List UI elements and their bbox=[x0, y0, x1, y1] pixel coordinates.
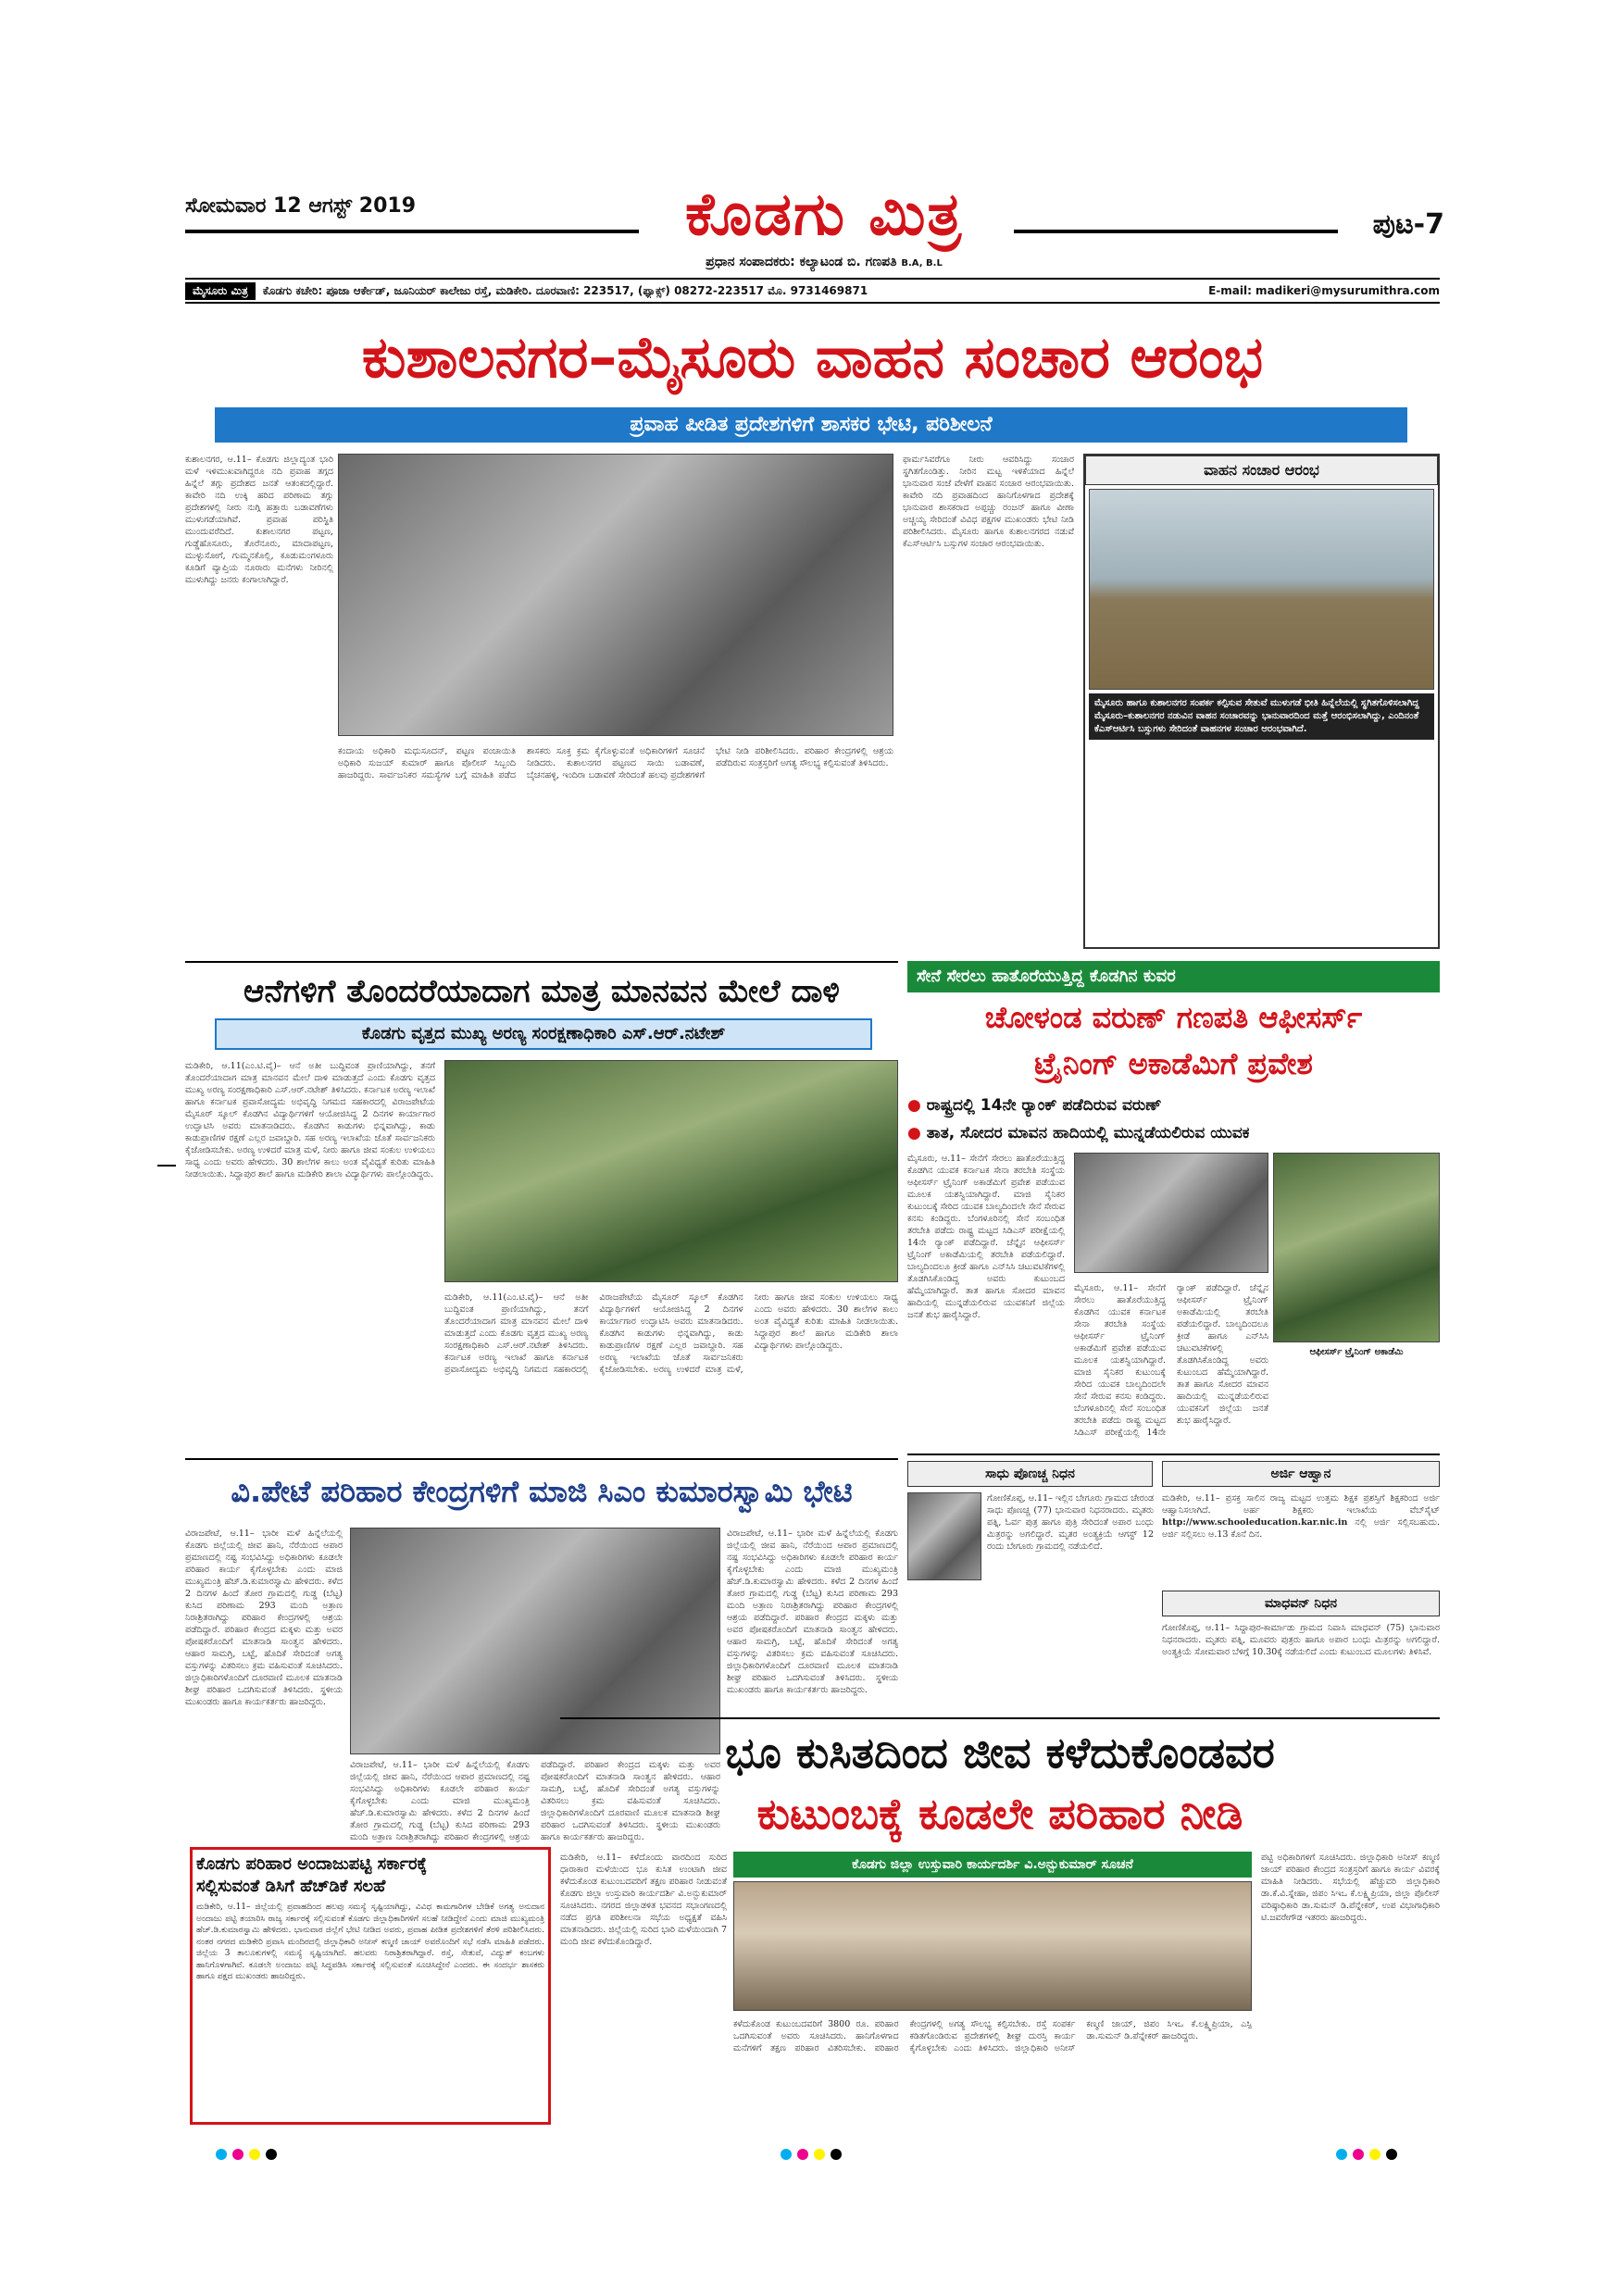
story6-subhead: ಕೊಡಗು ಜಿಲ್ಲಾ ಉಸ್ತುವಾರಿ ಕಾರ್ಯದರ್ಶಿ ವಿ.ಅನ್ಬುಕುಮಾರ್ ಸೂಚನೆ bbox=[733, 1852, 1252, 1878]
story8-text-end: ನಲ್ಲಿ ಅರ್ಜಿ ಸಲ್ಲಿಸಬಹುದು. ಅರ್ಜಿ ಸಲ್ಲಿಸಲು ಆ.13 ಕೊನೆ ದಿನ. bbox=[1162, 1517, 1440, 1540]
story4-photo bbox=[350, 1528, 720, 1754]
story1-body-right: ಫಾರ್ಮಸಿವರೆಗೂ ನೀರು ಆವರಿಸಿದ್ದು ಸಂಚಾರ ಸ್ಥಗಿತಗೊಂಡಿತ್ತು. ನೀರಿನ ಮಟ್ಟ ಇಳಿಕೆಯಾದ ಹಿನ್ನೆಲೆ ಭಾನುವಾರ ಸಂಜೆ ವೇಳೆಗೆ ವಾಹನ ಸಂಚಾರ ಆರಂಭವಾಯಿತು. ಕಾವೇರಿ ನದಿ ಪ್ರವಾಹದಿಂದ ಹಾನಿಗೊಳಗಾದ ಪ್ರದೇಶಕ್ಕೆ ಭಾನುವಾರ ಶಾಸಕರಾದ ಅಪ್ಪಚ್ಚು ರಂಜನ್ ಹಾಗೂ ವೀಣಾ ಅಚ್ಚಯ್ಯ ಸೇರಿದಂತೆ ವಿವಿಧ ಪಕ್ಷಗಳ ಮುಖಂಡರು ಭೇಟಿ ನೀಡಿ ಪರಿಶೀಲಿಸಿದರು. ಮೈಸೂರು ಹಾಗೂ ಕುಶಾಲನಗರದ ನಡುವೆ ಕೆಎಸ್ಆರ್ಟಿಸಿ ಬಸ್ಸುಗಳ ಸಂಚಾರ ಆರಂಭವಾಯಿತು. bbox=[903, 455, 1074, 549]
story5-body: ಮಡಿಕೇರಿ, ಆ.11– ಜಿಲ್ಲೆಯಲ್ಲಿ ಪ್ರವಾಹದಿಂದ ಹಲವು ಸಮಸ್ಯೆ ಸೃಷ್ಟಿಯಾಗಿದ್ದು, ವಿವಿಧ ಕಾಮಗಾರಿಗಳ ಬೇಡಿಕೆ ಅಗತ್ಯ ಅನುದಾನ ಅಂದಾಜು ಪಟ್ಟಿ ತಯಾರಿಸಿ ರಾಜ್ಯ ಸರ್ಕಾರಕ್ಕೆ ಸಲ್ಲಿಸುವಂತೆ ಕೊಡಗು ಜಿಲ್ಲಾಧಿಕಾರಿಗಳಿಗೆ ಸಲಹೆ ನೀಡಿದ್ದೇನೆ ಎಂದು ಮಾಜಿ ಮುಖ್ಯಮಂತ್ರಿ ಹೆಚ್.ಡಿ.ಕುಮಾರಸ್ವಾಮಿ ಹೇಳಿದರು. ಭಾನುವಾರ ಜಿಲ್ಲೆಗೆ ಭೇಟಿ ನೀಡಿದ ಅವರು, ಪ್ರವಾಹ ಪೀಡಿತ ಪ್ರದೇಶಗಳಿಗೆ ತೆರಳಿ ಪರಿಶೀಲಿಸಿದರು. ನಂತರ ನಗರದ ಮಡಿಕೇರಿ ಪ್ರವಾಸಿ ಮಂದಿರದಲ್ಲಿ ಜಿಲ್ಲಾಧಿಕಾರಿ ಅನೀಸ್ ಕಣ್ಮಣಿ ಜಾಯ್ ಅವರೊಂದಿಗೆ ಸಭೆ ನಡೆಸಿ ಮಾಹಿತಿ ಪಡೆದರು. ಜಿಲ್ಲೆಯ 3 ತಾಲೂಕುಗಳಲ್ಲಿ ಸಮಸ್ಯೆ ಸೃಷ್ಟಿಯಾಗಿದೆ. ಹಲವರು ನಿರಾಶ್ರಿತರಾಗಿದ್ದಾರೆ. ರಸ್ತೆ, ಸೇತುವೆ, ವಿದ್ಯುತ್ ಕಂಬಗಳು ಹಾನಿಗೊಳಗಾಗಿವೆ. ಕೂಡಲೇ ಅಂದಾಜು ಪಟ್ಟಿ ಸಿದ್ಧಪಡಿಸಿ ಸರ್ಕಾರಕ್ಕೆ ಸಲ್ಲಿಸುವಂತೆ ಸೂಚಿಸಿದ್ದೇನೆ ಎಂದರು. ಈ ಸಂದರ್ಭ ಶಾಸಕರು ಹಾಗೂ ಪಕ್ಷದ ಮುಖಂಡರು ಹಾಜರಿದ್ದರು. bbox=[196, 1903, 544, 1981]
story7-title: ಸಾಧು ಪೊಣಚ್ಚ ನಿಧನ bbox=[907, 1461, 1153, 1487]
black-dot-icon bbox=[1386, 2149, 1397, 2160]
obit-photo bbox=[907, 1492, 981, 1580]
bullet-icon: ● bbox=[907, 1096, 921, 1115]
flood-road-photo bbox=[1089, 489, 1434, 690]
magenta-dot-icon bbox=[797, 2149, 808, 2160]
story1-photo-box bbox=[1083, 454, 1440, 949]
story6-body-right: ಪಟ್ಟಿ ಅಧಿಕಾರಿಗಳಿಗೆ ಸೂಚಿಸಿದರು. ಜಿಲ್ಲಾಧಿಕಾರಿ ಅನೀಸ್ ಕಣ್ಮಣಿ ಜಾಯ್ ಪರಿಹಾರ ಕೇಂದ್ರದ ಸಂತ್ರಸ್ತರಿಗೆ ಹಾಗೂ ಕಾರ್ಯ ವಿವರಕ್ಕೆ ಮಾಹಿತಿ ನೀಡಿದರು. ಸಭೆಯಲ್ಲಿ ಹೆಚ್ಚುವರಿ ಜಿಲ್ಲಾಧಿಕಾರಿ ಡಾ.ಕೆ.ವಿ.ಸ್ನೇಹಾ, ಜಿಪಂ ಸಿಇಒ ಕೆ.ಲಕ್ಷ್ಮಿಪ್ರಿಯಾ, ಜಿಲ್ಲಾ ಪೊಲೀಸ್ ವರಿಷ್ಠಾಧಿಕಾರಿ ಡಾ.ಸುಮನ್ ಡಿ.ಪೆನ್ನೇಕರ್, ಉಪ ವಿಭಾಗಾಧಿಕಾರಿ ಟಿ.ಜವರೇಗೌಡ ಇತರರು ಹಾಜರಿದ್ದರು. bbox=[1261, 1853, 1440, 1923]
story4-body-right: ವಿರಾಜಪೇಟೆ, ಆ.11– ಭಾರೀ ಮಳೆ ಹಿನ್ನೆಲೆಯಲ್ಲಿ ಕೊಡಗು ಜಿಲ್ಲೆಯಲ್ಲಿ ಜೀವ ಹಾನಿ, ನೆರೆಯಿಂದ ಆಪಾರ ಪ್ರಮಾಣದಲ್ಲಿ ನಷ್ಟ ಸಂಭವಿಸಿದ್ದು ಅಧಿಕಾರಿಗಳು ಕೂಡಲೇ ಪರಿಹಾರ ಕಾರ್ಯ ಕೈಗೊಳ್ಳಬೇಕು ಎಂದು ಮಾಜಿ ಮುಖ್ಯಮಂತ್ರಿ ಹೆಚ್.ಡಿ.ಕುಮಾರಸ್ವಾಮಿ ಹೇಳಿದರು. ಕಳೆದ 2 ದಿನಗಳ ಹಿಂದೆ ತೋರ ಗ್ರಾಮದಲ್ಲಿ ಗುಡ್ಡ (ಬೆಟ್ಟ) ಕುಸಿದ ಪರಿಣಾಮ 293 ಮಂದಿ ಅತ್ರಾಣ ನಿರಾಶ್ರಿತರಾಗಿದ್ದು ಪರಿಹಾರ ಕೇಂದ್ರಗಳಲ್ಲಿ ಆಶ್ರಯ ಪಡೆದಿದ್ದಾರೆ. ಪರಿಹಾರ ಕೇಂದ್ರದ ಮಕ್ಕಳು ಮತ್ತು ಅವರ ಪೋಷಕರೊಂದಿಗೆ ಮಾತನಾಡಿ ಸಾಂತ್ವನ ಹೇಳಿದರು. ಆಹಾರ ಸಾಮಗ್ರಿ, ಬಟ್ಟೆ, ಹೊದಿಕೆ ಸೇರಿದಂತೆ ಅಗತ್ಯ ವಸ್ತುಗಳನ್ನು ವಿತರಿಸಲು ಕ್ರಮ ವಹಿಸುವಂತೆ ಸೂಚಿಸಿದರು. ಜಿಲ್ಲಾಧಿಕಾರಿಗಳೊಂದಿಗೆ ದೂರವಾಣಿ ಮೂಲಕ ಮಾತನಾಡಿ ಶೀಘ್ರ ಪರಿಹಾರ ಒದಗಿಸುವಂತೆ ತಿಳಿಸಿದರು. ಸ್ಥಳೀಯ ಮುಖಂಡರು ಹಾಗೂ ಕಾರ್ಯಕರ್ತರು ಹಾಜರಿದ್ದರು. bbox=[727, 1529, 898, 1695]
editor-name: ಪ್ರಧಾನ ಸಂಪಾದಕರು: ಕಲ್ಯಾಟಂಡ ಬಿ. ಗಣಪತಿ bbox=[706, 255, 897, 269]
photo-box-caption: ಮೈಸೂರು ಹಾಗೂ ಕುಶಾಲನಗರ ಸಂಪರ್ಕ ಕಲ್ಪಿಸುವ ಸೇತುವೆ ಮುಳುಗಡೆ ಭೀತಿ ಹಿನ್ನೆಲೆಯಲ್ಲಿ ಸ್ಥಗಿತಗೊಳಿಸಲಾಗಿದ್ದ ಮೈಸೂರು–ಕುಶಾಲನಗರ ನಡುವಿನ ವಾಹನ ಸಂಚಾರವನ್ನು ಭಾನುವಾರದಿಂದ ಮತ್ತೆ ಆರಂಭಿಸಲಾಗಿದ್ದು, ಎಂದಿನಂತೆ ಕೆಎಸ್ಆರ್ಟಿಸಿ ಬಸ್ಸುಗಳು ಸೇರಿದಂತೆ ವಾಹನಗಳ ಸಂಚಾರ ಆರಂಭವಾಗಿದೆ. bbox=[1089, 693, 1434, 740]
story2-body-cont: ಮಡಿಕೇರಿ, ಆ.11(ಎಂ.ಟಿ.ವೈ)– ಆನೆ ಅತೀ ಬುದ್ಧಿವಂತ ಪ್ರಾಣಿಯಾಗಿದ್ದು, ತನಗೆ ತೊಂದರೆಯಾದಾಗ ಮಾತ್ರ ಮಾನವನ ಮೇಲೆ ದಾಳಿ ಮಾಡುತ್ತದೆ ಎಂದು ಕೊಡಗು ವೃತ್ತದ ಮುಖ್ಯ ಅರಣ್ಯ ಸಂರಕ್ಷಣಾಧಿಕಾರಿ ಎಸ್.ಆರ್.ನಟೇಶ್ ತಿಳಿಸಿದರು. ಕರ್ನಾಟಕ ಅರಣ್ಯ ಇಲಾಖೆ ಹಾಗೂ ಕರ್ನಾಟಕ ಪ್ರವಾಸೋದ್ಯಮ ಅಭಿವೃದ್ಧಿ ನಿಗಮದ ಸಹಕಾರದಲ್ಲಿ ವಿರಾಜಪೇಟೆಯ ಮೈಸೂರ್ ಸ್ಕೂಲ್ ಕೊಡಗಿನ ವಿದ್ಯಾರ್ಥಿಗಳಿಗೆ ಆಯೋಜಿಸಿದ್ದ 2 ದಿನಗಳ ಕಾರ್ಯಾಗಾರ ಉದ್ಘಾಟಿಸಿ ಅವರು ಮಾತನಾಡಿದರು. ಕೊಡಗಿನ ಕಾಡುಗಳು ಭಿನ್ನವಾಗಿದ್ದು, ಕಾಡು ಕಾಡುಪ್ರಾಣಿಗಳ ರಕ್ಷಣೆ ಎಲ್ಲರ ಜವಾಬ್ದಾರಿ. ಸಹ ಅರಣ್ಯ ಇಲಾಖೆಯ ಜೊತೆ ಸಾರ್ವಜನಿಕರು ಕೈಜೋಡಿಸಬೇಕು. ಅರಣ್ಯ ಉಳಿದರೆ ಮಾತ್ರ ಮಳೆ, ನೀರು ಹಾಗೂ ಜೀವ ಸಂಕುಲ ಉಳಿಯಲು ಸಾಧ್ಯ ಎಂದು ಅವರು ಹೇಳಿದರು. 30 ಶಾಲೆಗಳ ಕಾಲು ಅಂತ ವೈವಿಧ್ಯತೆ ಕುರಿತು ಮಾಹಿತಿ ನೀಡಲಾಯಿತು. ಸಿದ್ದಾಪುರ ಶಾಲೆ ಹಾಗೂ ಮಡಿಕೇರಿ ಶಾಲಾ ವಿದ್ಯಾರ್ಥಿಗಳು ಪಾಲ್ಗೊಂಡಿದ್ದರು. bbox=[444, 1292, 898, 1375]
strip-email: E-mail: madikeri@mysurumithra.com bbox=[1208, 284, 1440, 297]
bullet-2-text: ತಾತ, ಸೋದರ ಮಾವನ ಹಾದಿಯಲ್ಲಿ ಮುನ್ನಡೆಯಲಿರುವ ಯುವಕ bbox=[926, 1124, 1250, 1142]
masthead-rule-left bbox=[185, 230, 639, 233]
cyan-dot-icon bbox=[1336, 2149, 1347, 2160]
page-label: ಪುಟ-7 bbox=[1372, 208, 1444, 241]
color-dots-right bbox=[1333, 2146, 1472, 2161]
color-dots-left bbox=[213, 2146, 352, 2161]
story3-headline-2: ಟ್ರೈನಿಂಗ್ ಅಕಾಡೆಮಿಗೆ ಪ್ರವೇಶ bbox=[1034, 1046, 1313, 1081]
story4-headline: ವಿ.ಪೇಟೆ ಪರಿಹಾರ ಕೇಂದ್ರಗಳಿಗೆ ಮಾಜಿ ಸಿಎಂ ಕುಮಾರಸ್ವಾಮಿ ಭೇಟಿ bbox=[231, 1474, 853, 1509]
strip-address: ಕೊಡಗು ಕಚೇರಿ: ಪೂಜಾ ಆರ್ಕೇಡ್, ಜೂನಿಯರ್ ಕಾಲೇಜು ರಸ್ತೆ, ಮಡಿಕೇರಿ. ದೂರವಾಣಿ: 223517, (ಫ್ಯಾಕ್ಸ್) 08272-223517 ಮೊ. 9731469871 bbox=[262, 283, 868, 297]
story8-url-2: kar.nic.in bbox=[1301, 1517, 1348, 1528]
story6-body-mid: ಕಳೆದುಕೊಂಡ ಕುಟುಂಬದವರಿಗೆ 3800 ರೂ. ಪರಿಹಾರ ಒದಗಿಸುವಂತೆ ಅವರು ಸೂಚಿಸಿದರು. ಹಾನಿಗೊಳಗಾದ ಮನೆಗಳಿಗೆ ತಕ್ಷಣ ಪರಿಹಾರ ವಿತರಿಸಬೇಕು. ಪರಿಹಾರ ಕೇಂದ್ರಗಳಲ್ಲಿ ಅಗತ್ಯ ಸೌಲಭ್ಯ ಕಲ್ಪಿಸಬೇಕು. ರಸ್ತೆ ಸಂಪರ್ಕ ಕಡಿತಗೊಂಡಿರುವ ಪ್ರದೇಶಗಳಲ್ಲಿ ಶೀಘ್ರ ದುರಸ್ತಿ ಕಾರ್ಯ ಕೈಗೊಳ್ಳಬೇಕು ಎಂದು ತಿಳಿಸಿದರು. ಜಿಲ್ಲಾಧಿಕಾರಿ ಅನೀಸ್ ಕಣ್ಮಣಿ ಜಾಯ್, ಜಿಪಂ ಸಿಇಒ ಕೆ.ಲಕ್ಷ್ಮಿಪ್ರಿಯಾ, ಎಸ್ಪಿ ಡಾ.ಸುಮನ್ ಡಿ.ಪೆನ್ನೇಕರ್ ಹಾಜರಿದ್ದರು. bbox=[733, 2019, 1252, 2053]
masthead-date bbox=[185, 194, 648, 231]
story4-body: ವಿರಾಜಪೇಟೆ, ಆ.11– ಭಾರೀ ಮಳೆ ಹಿನ್ನೆಲೆಯಲ್ಲಿ ಕೊಡಗು ಜಿಲ್ಲೆಯಲ್ಲಿ ಜೀವ ಹಾನಿ, ನೆರೆಯಿಂದ ಆಪಾರ ಪ್ರಮಾಣದಲ್ಲಿ ನಷ್ಟ ಸಂಭವಿಸಿದ್ದು ಅಧಿಕಾರಿಗಳು ಕೂಡಲೇ ಪರಿಹಾರ ಕಾರ್ಯ ಕೈಗೊಳ್ಳಬೇಕು ಎಂದು ಮಾಜಿ ಮುಖ್ಯಮಂತ್ರಿ ಹೆಚ್.ಡಿ.ಕುಮಾರಸ್ವಾಮಿ ಹೇಳಿದರು. ಕಳೆದ 2 ದಿನಗಳ ಹಿಂದೆ ತೋರ ಗ್ರಾಮದಲ್ಲಿ ಗುಡ್ಡ (ಬೆಟ್ಟ) ಕುಸಿದ ಪರಿಣಾಮ 293 ಮಂದಿ ಅತ್ರಾಣ ನಿರಾಶ್ರಿತರಾಗಿದ್ದು ಪರಿಹಾರ ಕೇಂದ್ರಗಳಲ್ಲಿ ಆಶ್ರಯ ಪಡೆದಿದ್ದಾರೆ. ಪರಿಹಾರ ಕೇಂದ್ರದ ಮಕ್ಕಳು ಮತ್ತು ಅವರ ಪೋಷಕರೊಂದಿಗೆ ಮಾತನಾಡಿ ಸಾಂತ್ವನ ಹೇಳಿದರು. ಆಹಾರ ಸಾಮಗ್ರಿ, ಬಟ್ಟೆ, ಹೊದಿಕೆ ಸೇರಿದಂತೆ ಅಗತ್ಯ ವಸ್ತುಗಳನ್ನು ವಿತರಿಸಲು ಕ್ರಮ ವಹಿಸುವಂತೆ ಸೂಚಿಸಿದರು. ಜಿಲ್ಲಾಧಿಕಾರಿಗಳೊಂದಿಗೆ ದೂರವಾಣಿ ಮೂಲಕ ಮಾತನಾಡಿ ಶೀಘ್ರ ಪರಿಹಾರ ಒದಗಿಸುವಂತೆ ತಿಳಿಸಿದರು. ಸ್ಥಳೀಯ ಮುಖಂಡರು ಹಾಗೂ ಕಾರ್ಯಕರ್ತರು ಹಾಜರಿದ್ದರು. bbox=[185, 1529, 343, 1707]
divider-story6 bbox=[560, 1717, 1440, 1719]
story2-subhead: ಕೊಡಗು ವೃತ್ತದ ಮುಖ್ಯ ಅರಣ್ಯ ಸಂರಕ್ಷಣಾಧಿಕಾರಿ ಎಸ್.ಆರ್.ನಟೇಶ್ bbox=[215, 1018, 872, 1050]
story1-photo bbox=[338, 454, 893, 736]
yellow-dot-icon bbox=[249, 2149, 260, 2160]
story3-bullet-1 bbox=[907, 1092, 1440, 1118]
story1-body-left: ಕುಶಾಲನಗರ, ಆ.11– ಕೊಡಗು ಜಿಲ್ಲಾದ್ಯಂತ ಭಾರಿ ಮಳೆ ಇಳಿಮುಖವಾಗಿದ್ದರೂ ನದಿ ಪ್ರವಾಹ ತಗ್ಗದ ಹಿನ್ನೆಲೆ ತಗ್ಗು ಪ್ರದೇಶದ ಜನತೆ ಆತಂಕದಲ್ಲಿದ್ದಾರೆ. ಕಾವೇರಿ ನದಿ ಉಕ್ಕಿ ಹರಿದ ಪರಿಣಾಮ ತಗ್ಗು ಪ್ರದೇಶಗಳಲ್ಲಿ ನೀರು ನುಗ್ಗಿ ಹತ್ತಾರು ಬಡಾವಣೆಗಳು ಮುಳುಗಡೆಯಾಗಿವೆ. ಪ್ರವಾಹ ಪರಿಸ್ಥಿತಿ ಮುಂದುವರೆದಿದೆ. ಕುಶಾಲನಗರ ಪಟ್ಟಣ, ಗುಡ್ಡೆಹೊಸೂರು, ತೊರೆನೂರು, ಮಾದಾಪಟ್ಟಣ, ಮುಳ್ಳುಸೋಗೆ, ಗುಮ್ಮನಕೊಲ್ಲಿ, ಕೂಡುಮಂಗಳೂರು ಕೂಡಿಗೆ ವ್ಯಾಪ್ತಿಯ ನೂರಾರು ಮನೆಗಳು ನೀರಿನಲ್ಲಿ ಮುಳುಗಿದ್ದು ಜನರು ಕಂಗಾಲಾಗಿದ್ದಾರೆ. bbox=[185, 455, 333, 585]
black-dot-icon bbox=[831, 2149, 842, 2160]
tank-photo bbox=[1074, 1153, 1268, 1273]
editor-degree: B.A, B.L bbox=[901, 258, 943, 268]
yellow-dot-icon bbox=[1369, 2149, 1380, 2160]
story3-photo-caption: ಆಫೀಸರ್ಸ್ ಟ್ರೈನಿಂಗ್ ಅಕಾಡೆಮಿ bbox=[1309, 1347, 1404, 1357]
story6-body-left: ಮಡಿಕೇರಿ, ಆ.11– ಕಳೆದೊಂದು ವಾರದಿಂದ ಸುರಿದ ಧಾರಾಕಾರ ಮಳೆಯಿಂದ ಭೂ ಕುಸಿತ ಉಂಟಾಗಿ ಜೀವ ಕಳೆದುಕೊಂಡ ಕುಟುಂಬದವರಿಗೆ ತಕ್ಷಣ ಪರಿಹಾರ ನೀಡುವಂತೆ ಕೊಡಗು ಜಿಲ್ಲಾ ಉಸ್ತುವಾರಿ ಕಾರ್ಯದರ್ಶಿ ವಿ.ಅನ್ಬುಕುಮಾರ್ ಸೂಚಿಸಿದರು. ನಗರದ ಜಿಲ್ಲಾಡಳಿತ ಭವನದ ಸಭಾಂಗಣದಲ್ಲಿ ನಡೆದ ಪ್ರಗತಿ ಪರಿಶೀಲನಾ ಸಭೆಯ ಅಧ್ಯಕ್ಷತೆ ವಹಿಸಿ ಮಾತನಾಡಿದರು. ಜಿಲ್ಲೆಯಲ್ಲಿ ಸುರಿದ ಭಾರಿ ಮಳೆಯಿಂದಾಗಿ 7 ಮಂದಿ ಜೀವ ಕಳೆದುಕೊಂಡಿದ್ದಾರೆ. bbox=[560, 1853, 727, 1947]
story5-headline-2: ಸಲ್ಲಿಸುವಂತೆ ಡಿಸಿಗೆ ಹೆಚ್‌ಡಿಕೆ ಸಲಹೆ bbox=[196, 1877, 386, 1896]
fold-mark bbox=[157, 1165, 176, 1167]
color-dots-center bbox=[778, 2146, 917, 2161]
divider-story2 bbox=[185, 961, 898, 963]
strip-brand: ಮೈಸೂರು ಮಿತ್ರ bbox=[185, 282, 256, 300]
story4-body-cont: ವಿರಾಜಪೇಟೆ, ಆ.11– ಭಾರೀ ಮಳೆ ಹಿನ್ನೆಲೆಯಲ್ಲಿ ಕೊಡಗು ಜಿಲ್ಲೆಯಲ್ಲಿ ಜೀವ ಹಾನಿ, ನೆರೆಯಿಂದ ಆಪಾರ ಪ್ರಮಾಣದಲ್ಲಿ ನಷ್ಟ ಸಂಭವಿಸಿದ್ದು ಅಧಿಕಾರಿಗಳು ಕೂಡಲೇ ಪರಿಹಾರ ಕಾರ್ಯ ಕೈಗೊಳ್ಳಬೇಕು ಎಂದು ಮಾಜಿ ಮುಖ್ಯಮಂತ್ರಿ ಹೆಚ್.ಡಿ.ಕುಮಾರಸ್ವಾಮಿ ಹೇಳಿದರು. ಕಳೆದ 2 ದಿನಗಳ ಹಿಂದೆ ತೋರ ಗ್ರಾಮದಲ್ಲಿ ಗುಡ್ಡ (ಬೆಟ್ಟ) ಕುಸಿದ ಪರಿಣಾಮ 293 ಮಂದಿ ಅತ್ರಾಣ ನಿರಾಶ್ರಿತರಾಗಿದ್ದು ಪರಿಹಾರ ಕೇಂದ್ರಗಳಲ್ಲಿ ಆಶ್ರಯ ಪಡೆದಿದ್ದಾರೆ. ಪರಿಹಾರ ಕೇಂದ್ರದ ಮಕ್ಕಳು ಮತ್ತು ಅವರ ಪೋಷಕರೊಂದಿಗೆ ಮಾತನಾಡಿ ಸಾಂತ್ವನ ಹೇಳಿದರು. ಆಹಾರ ಸಾಮಗ್ರಿ, ಬಟ್ಟೆ, ಹೊದಿಕೆ ಸೇರಿದಂತೆ ಅಗತ್ಯ ವಸ್ತುಗಳನ್ನು ವಿತರಿಸಲು ಕ್ರಮ ವಹಿಸುವಂತೆ ಸೂಚಿಸಿದರು. ಜಿಲ್ಲಾಧಿಕಾರಿಗಳೊಂದಿಗೆ ದೂರವಾಣಿ ಮೂಲಕ ಮಾತನಾಡಿ ಶೀಘ್ರ ಪರಿಹಾರ ಒದಗಿಸುವಂತೆ ತಿಳಿಸಿದರು. ಸ್ಥಳೀಯ ಮುಖಂಡರು ಹಾಗೂ ಕಾರ್ಯಕರ್ತರು ಹಾಜರಿದ್ದರು. bbox=[350, 1760, 720, 1842]
story1-body-mid: ಕಂದಾಯ ಅಧಿಕಾರಿ ಮಧುಸೂದನ್, ಪಟ್ಟಣ ಪಂಚಾಯಿತಿ ಅಧಿಕಾರಿ ಸುಜಯ್ ಕುಮಾರ್ ಹಾಗೂ ಪೊಲೀಸ್ ಸಿಬ್ಬಂದಿ ಹಾಜರಿದ್ದರು. ಸಾರ್ವಜನಿಕರ ಸಮಸ್ಯೆಗಳ ಬಗ್ಗೆ ಮಾಹಿತಿ ಪಡೆದ ಶಾಸಕರು ಸೂಕ್ತ ಕ್ರಮ ಕೈಗೊಳ್ಳುವಂತೆ ಅಧಿಕಾರಿಗಳಿಗೆ ಸೂಚನೆ ನೀಡಿದರು. ಕುಶಾಲನಗರ ಪಟ್ಟಣದ ಸಾಯಿ ಬಡಾವಣೆ, ಬೈಚನಹಳ್ಳಿ, ಇಂದಿರಾ ಬಡಾವಣೆ ಸೇರಿದಂತೆ ಹಲವು ಪ್ರದೇಶಗಳಿಗೆ ಭೇಟಿ ನೀಡಿ ಪರಿಶೀಲಿಸಿದರು. ಪರಿಹಾರ ಕೇಂದ್ರಗಳಲ್ಲಿ ಆಶ್ರಯ ಪಡೆದಿರುವ ಸಂತ್ರಸ್ತರಿಗೆ ಅಗತ್ಯ ಸೌಲಭ್ಯ ಕಲ್ಪಿಸುವಂತೆ ತಿಳಿಸಿದರು. bbox=[338, 746, 893, 780]
story2-body: ಮಡಿಕೇರಿ, ಆ.11(ಎಂ.ಟಿ.ವೈ)– ಆನೆ ಅತೀ ಬುದ್ಧಿವಂತ ಪ್ರಾಣಿಯಾಗಿದ್ದು, ತನಗೆ ತೊಂದರೆಯಾದಾಗ ಮಾತ್ರ ಮಾನವನ ಮೇಲೆ ದಾಳಿ ಮಾಡುತ್ತದೆ ಎಂದು ಕೊಡಗು ವೃತ್ತದ ಮುಖ್ಯ ಅರಣ್ಯ ಸಂರಕ್ಷಣಾಧಿಕಾರಿ ಎಸ್.ಆರ್.ನಟೇಶ್ ತಿಳಿಸಿದರು. ಕರ್ನಾಟಕ ಅರಣ್ಯ ಇಲಾಖೆ ಹಾಗೂ ಕರ್ನಾಟಕ ಪ್ರವಾಸೋದ್ಯಮ ಅಭಿವೃದ್ಧಿ ನಿಗಮದ ಸಹಕಾರದಲ್ಲಿ ವಿರಾಜಪೇಟೆಯ ಮೈಸೂರ್ ಸ್ಕೂಲ್ ಕೊಡಗಿನ ವಿದ್ಯಾರ್ಥಿಗಳಿಗೆ ಆಯೋಜಿಸಿದ್ದ 2 ದಿನಗಳ ಕಾರ್ಯಾಗಾರ ಉದ್ಘಾಟಿಸಿ ಅವರು ಮಾತನಾಡಿದರು. ಕೊಡಗಿನ ಕಾಡುಗಳು ಭಿನ್ನವಾಗಿದ್ದು, ಕಾಡು ಕಾಡುಪ್ರಾಣಿಗಳ ರಕ್ಷಣೆ ಎಲ್ಲರ ಜವಾಬ್ದಾರಿ. ಸಹ ಅರಣ್ಯ ಇಲಾಖೆಯ ಜೊತೆ ಸಾರ್ವಜನಿಕರು ಕೈಜೋಡಿಸಬೇಕು. ಅರಣ್ಯ ಉಳಿದರೆ ಮಾತ್ರ ಮಳೆ, ನೀರು ಹಾಗೂ ಜೀವ ಸಂಕುಲ ಉಳಿಯಲು ಸಾಧ್ಯ ಎಂದು ಅವರು ಹೇಳಿದರು. 30 ಶಾಲೆಗಳ ಕಾಲು ಅಂತ ವೈವಿಧ್ಯತೆ ಕುರಿತು ಮಾಹಿತಿ ನೀಡಲಾಯಿತು. ಸಿದ್ದಾಪುರ ಶಾಲೆ ಹಾಗೂ ಮಡಿಕೇರಿ ಶಾಲಾ ವಿದ್ಯಾರ್ಥಿಗಳು ಪಾಲ್ಗೊಂಡಿದ್ದರು. bbox=[185, 1061, 435, 1179]
story2-photo bbox=[444, 1060, 898, 1282]
story3-headline-1: ಚೋಳಂಡ ವರುಣ್ ಗಣಪತಿ ಆಫೀಸರ್ಸ್ bbox=[984, 1000, 1363, 1035]
magenta-dot-icon bbox=[232, 2149, 244, 2160]
story8-title: ಅರ್ಜಿ ಆಹ್ವಾನ bbox=[1162, 1461, 1440, 1487]
story9-body: ಗೋಣಿಕೊಪ್ಪ, ಆ.11– ಸಿದ್ದಾಪುರ-ಕಾರ್ಮಾಡು ಗ್ರಾಮದ ನಿವಾಸಿ ಮಾಧವನ್ (75) ಭಾನುವಾರ ನಿಧನರಾದರು. ಮೃತರು ಪತ್ನಿ, ಮೂವರು ಪುತ್ರರು ಹಾಗೂ ಅಪಾರ ಬಂಧು ಮಿತ್ರರನ್ನು ಅಗಲಿದ್ದಾರೆ. ಅಂತ್ಯಕ್ರಿಯೆ ಸೋಮವಾರ ಬೆಳಿಗ್ಗೆ 10.30ಕ್ಕೆ ನಡೆಯಲಿದೆ ಎಂದು ಕುಟುಂಬದ ಮೂಲಗಳು ತಿಳಿಸಿವೆ. bbox=[1162, 1623, 1440, 1657]
cyan-dot-icon bbox=[216, 2149, 227, 2160]
divider-story4 bbox=[185, 1458, 898, 1460]
black-dot-icon bbox=[266, 2149, 277, 2160]
story6-headline-1: ಭೂ ಕುಸಿತದಿಂದ ಜೀವ ಕಳೆದುಕೊಂಡವರ bbox=[725, 1728, 1275, 1778]
story2-headline: ಆನೆಗಳಿಗೆ ತೊಂದರೆಯಾದಾಗ ಮಾತ್ರ ಮಾನವನ ಮೇಲೆ ದಾಳಿ bbox=[244, 973, 840, 1010]
date-text: ಸೋಮವಾರ 12 ಆಗಸ್ಟ್ 2019 bbox=[185, 194, 417, 218]
magenta-dot-icon bbox=[1353, 2149, 1364, 2160]
varun-portrait bbox=[1273, 1153, 1440, 1342]
story7-body: ಗೋಣಿಕೊಪ್ಪ, ಆ.11– ಇಲ್ಲಿನ ಬೇಗೂರು ಗ್ರಾಮದ ಚೇರಂಡ ಸಾಧು ಪೊಣಚ್ಚ (77) ಭಾನುವಾರ ನಿಧನರಾದರು. ಮೃತರು ಪತ್ನಿ, ಓರ್ವ ಪುತ್ರ ಹಾಗೂ ಪುತ್ರಿ ಸೇರಿದಂತೆ ಅಪಾರ ಬಂಧು ಮಿತ್ರರನ್ನು ಅಗಲಿದ್ದಾರೆ. ಮೃತರ ಅಂತ್ಯಕ್ರಿಯೆ ಆಗಸ್ಟ್ 12 ರಂದು ಬೇಗೂರು ಗ್ರಾಮದಲ್ಲಿ ನಡೆಯಲಿದೆ. bbox=[987, 1493, 1154, 1552]
story5-box bbox=[190, 1847, 551, 2125]
yellow-dot-icon bbox=[814, 2149, 825, 2160]
divider-obits bbox=[907, 1454, 1440, 1455]
story3-body: ಮೈಸೂರು, ಆ.11– ಸೇನೆಗೆ ಸೇರಲು ಹಾತೊರೆಯುತ್ತಿದ್ದ ಕೊಡಗಿನ ಯುವಕ ಕರ್ನಾಟಕ ಸೇನಾ ತರಬೇತಿ ಸಂಸ್ಥೆಯ ಆಫೀಸರ್ಸ್ ಟ್ರೈನಿಂಗ್ ಅಕಾಡೆಮಿಗೆ ಪ್ರವೇಶ ಪಡೆಯುವ ಮೂಲಕ ಯಶಸ್ವಿಯಾಗಿದ್ದಾರೆ. ಮಾಜಿ ಸೈನಿಕರ ಕುಟುಂಬಕ್ಕೆ ಸೇರಿದ ಯುವಕ ಬಾಲ್ಯದಿಂದಲೇ ಸೇನೆ ಸೇರುವ ಕನಸು ಕಂಡಿದ್ದರು. ಬೆಂಗಳೂರಿನಲ್ಲಿ ಸೇನೆ ಸಂಬಂಧಿತ ತರಬೇತಿ ಪಡೆದು ರಾಷ್ಟ್ರ ಮಟ್ಟದ ಸಿಡಿಎಸ್ ಪರೀಕ್ಷೆಯಲ್ಲಿ 14ನೇ ರ್‍ಯಾಂಕ್ ಪಡೆದಿದ್ದಾರೆ. ಚೆನ್ನೈನ ಆಫೀಸರ್ಸ್ ಟ್ರೈನಿಂಗ್ ಅಕಾಡೆಮಿಯಲ್ಲಿ ತರಬೇತಿ ಪಡೆಯಲಿದ್ದಾರೆ. ಬಾಲ್ಯದಿಂದಲೂ ಕ್ರೀಡೆ ಹಾಗೂ ಎನ್‌ಸಿಸಿ ಚಟುವಟಿಕೆಗಳಲ್ಲಿ ತೊಡಗಿಸಿಕೊಂಡಿದ್ದ ಅವರು ಕುಟುಂಬದ ಹೆಮ್ಮೆಯಾಗಿದ್ದಾರೆ. ತಾತ ಹಾಗೂ ಸೋದರ ಮಾವನ ಹಾದಿಯಲ್ಲಿ ಮುನ್ನಡೆಯಲಿರುವ ಯುವಕನಿಗೆ ಜಿಲ್ಲೆಯ ಜನತೆ ಶುಭ ಹಾರೈಸಿದ್ದಾರೆ. bbox=[907, 1154, 1065, 1320]
story8-url-1: http://www.schooleducation. bbox=[1162, 1517, 1302, 1528]
contact-strip bbox=[185, 278, 1440, 304]
story8-body bbox=[1162, 1492, 1440, 1585]
paper-name: ಕೊಡಗು ಮಿತ್ರ bbox=[684, 181, 963, 249]
masthead-rule-right bbox=[1014, 230, 1338, 233]
photo-box-title: ವಾಹನ ಸಂಚಾರ ಆರಂಭ bbox=[1085, 455, 1438, 485]
bullet-1-text: ರಾಷ್ಟ್ರದಲ್ಲಿ 14ನೇ ರ್‍ಯಾಂಕ್ ಪಡೆದಿರುವ ವರುಣ್ bbox=[926, 1096, 1162, 1115]
editor-line bbox=[639, 255, 1009, 275]
cyan-dot-icon bbox=[781, 2149, 792, 2160]
story1-headline: ಕುಶಾಲನಗರ–ಮೈಸೂರು ವಾಹನ ಸಂಚಾರ ಆರಂಭ bbox=[361, 323, 1264, 391]
story3-bullet-2 bbox=[907, 1120, 1440, 1146]
story9-title: ಮಾಧವನ್ ನಿಧನ bbox=[1162, 1591, 1440, 1616]
story5-headline-1: ಕೊಡಗು ಪರಿಹಾರ ಅಂದಾಜುಪಟ್ಟಿ ಸರ್ಕಾರಕ್ಕೆ bbox=[196, 1854, 428, 1874]
bullet-icon: ● bbox=[907, 1124, 921, 1142]
meeting-photo bbox=[733, 1881, 1252, 2011]
story3-kicker: ಸೇನೆ ಸೇರಲು ಹಾತೊರೆಯುತ್ತಿದ್ದ ಕೊಡಗಿನ ಕುವರ bbox=[907, 961, 1440, 992]
story1-subhead: ಪ್ರವಾಹ ಪೀಡಿತ ಪ್ರದೇಶಗಳಿಗೆ ಶಾಸಕರ ಭೇಟಿ, ಪರಿಶೀಲನೆ bbox=[215, 407, 1407, 443]
story3-body-cont: ಮೈಸೂರು, ಆ.11– ಸೇನೆಗೆ ಸೇರಲು ಹಾತೊರೆಯುತ್ತಿದ್ದ ಕೊಡಗಿನ ಯುವಕ ಕರ್ನಾಟಕ ಸೇನಾ ತರಬೇತಿ ಸಂಸ್ಥೆಯ ಆಫೀಸರ್ಸ್ ಟ್ರೈನಿಂಗ್ ಅಕಾಡೆಮಿಗೆ ಪ್ರವೇಶ ಪಡೆಯುವ ಮೂಲಕ ಯಶಸ್ವಿಯಾಗಿದ್ದಾರೆ. ಮಾಜಿ ಸೈನಿಕರ ಕುಟುಂಬಕ್ಕೆ ಸೇರಿದ ಯುವಕ ಬಾಲ್ಯದಿಂದಲೇ ಸೇನೆ ಸೇರುವ ಕನಸು ಕಂಡಿದ್ದರು. ಬೆಂಗಳೂರಿನಲ್ಲಿ ಸೇನೆ ಸಂಬಂಧಿತ ತರಬೇತಿ ಪಡೆದು ರಾಷ್ಟ್ರ ಮಟ್ಟದ ಸಿಡಿಎಸ್ ಪರೀಕ್ಷೆಯಲ್ಲಿ 14ನೇ ರ್‍ಯಾಂಕ್ ಪಡೆದಿದ್ದಾರೆ. ಚೆನ್ನೈನ ಆಫೀಸರ್ಸ್ ಟ್ರೈನಿಂಗ್ ಅಕಾಡೆಮಿಯಲ್ಲಿ ತರಬೇತಿ ಪಡೆಯಲಿದ್ದಾರೆ. ಬಾಲ್ಯದಿಂದಲೂ ಕ್ರೀಡೆ ಹಾಗೂ ಎನ್‌ಸಿಸಿ ಚಟುವಟಿಕೆಗಳಲ್ಲಿ ತೊಡಗಿಸಿಕೊಂಡಿದ್ದ ಅವರು ಕುಟುಂಬದ ಹೆಮ್ಮೆಯಾಗಿದ್ದಾರೆ. ತಾತ ಹಾಗೂ ಸೋದರ ಮಾವನ ಹಾದಿಯಲ್ಲಿ ಮುನ್ನಡೆಯಲಿರುವ ಯುವಕನಿಗೆ ಜಿಲ್ಲೆಯ ಜನತೆ ಶುಭ ಹಾರೈಸಿದ್ದಾರೆ. bbox=[1074, 1283, 1268, 1438]
story8-text: ಮಡಿಕೇರಿ, ಆ.11– ಪ್ರಸಕ್ತ ಸಾಲಿನ ರಾಜ್ಯ ಮಟ್ಟದ ಉತ್ತಮ ಶಿಕ್ಷಕ ಪ್ರಶಸ್ತಿಗೆ ಶಿಕ್ಷಕರಿಂದ ಅರ್ಜಿ ಆಹ್ವಾನಿಸಲಾಗಿದೆ. ಅರ್ಹ ಶಿಕ್ಷಕರು ಇಲಾಖೆಯ ವೆಬ್‌ಸೈಟ್ bbox=[1162, 1493, 1440, 1516]
story6-headline-2: ಕುಟುಂಬಕ್ಕೆ ಕೂಡಲೇ ಪರಿಹಾರ ನೀಡಿ bbox=[756, 1789, 1243, 1839]
